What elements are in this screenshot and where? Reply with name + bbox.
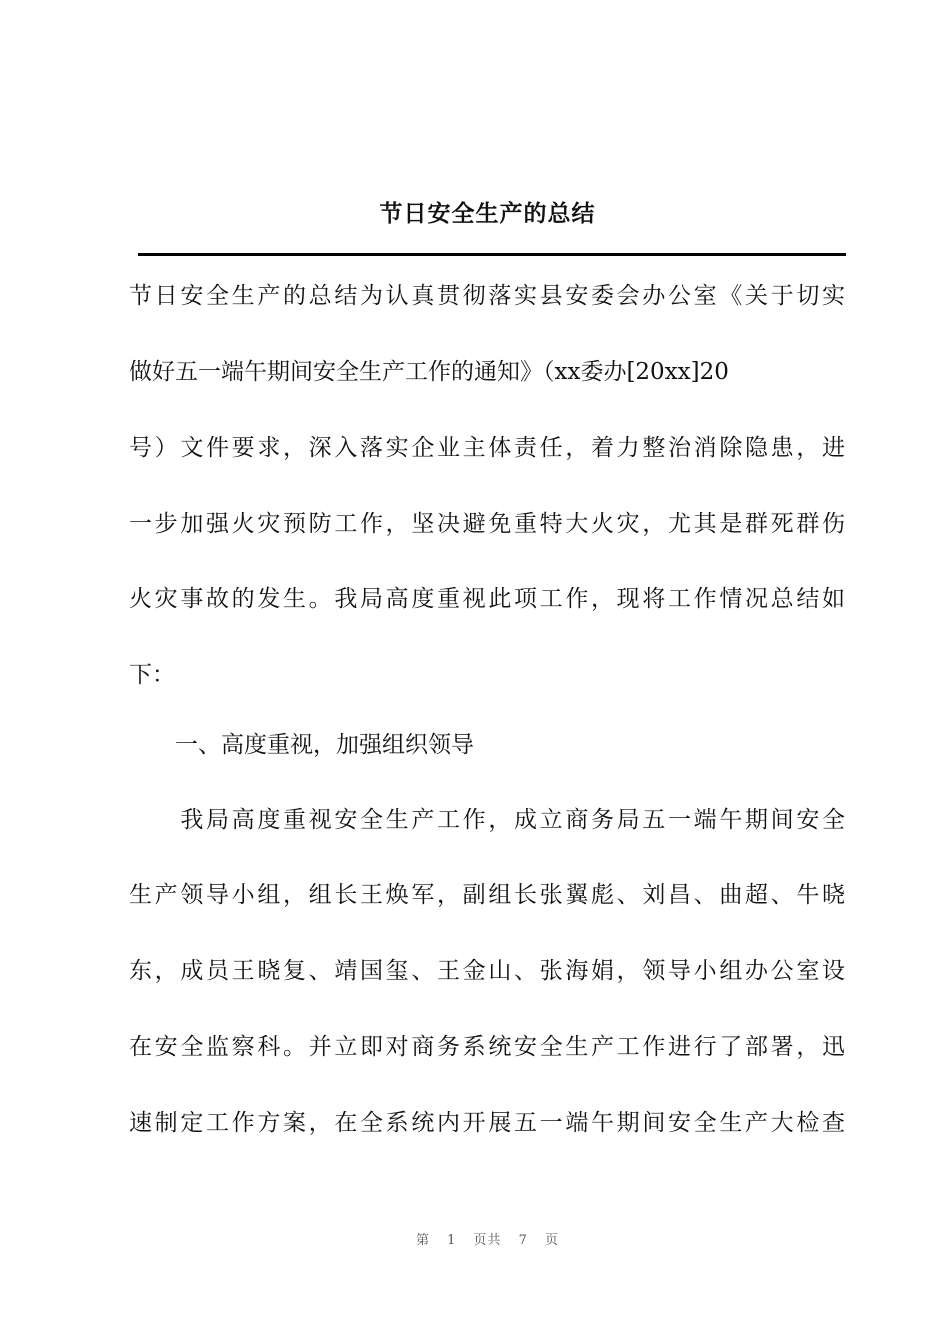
body-line: 火灾事故的发生。我局高度重视此项工作，现将工作情况总结如	[129, 586, 845, 612]
body-line: 速制定工作方案，在全系统内开展五一端午期间安全生产大检查	[129, 1110, 845, 1136]
body-line: 生产领导小组，组长王焕军，副组长张翼彪、刘昌、曲超、牛晓	[129, 882, 845, 908]
body-line: 我局高度重视安全生产工作，成立商务局五一端午期间安全	[129, 807, 845, 833]
section-heading: 一、高度重视，加强组织领导	[129, 732, 474, 758]
body-line: 在安全监察科。并立即对商务系统安全生产工作进行了部署，迅	[129, 1034, 845, 1060]
body-line: 节日安全生产的总结为认真贯彻落实县安委会办公室《关于切实	[129, 283, 845, 309]
body-line: 号）文件要求，深入落实企业主体责任，着力整治消除隐患，进	[129, 435, 845, 461]
title-divider	[138, 253, 846, 256]
body-line: 一步加强火灾预防工作，坚决避免重特大火灾，尤其是群死群伤	[129, 511, 845, 537]
body-line: 下：	[129, 662, 175, 688]
body-line: 做好五一端午期间安全生产工作的通知》（xx委办[20xx]20	[129, 359, 729, 385]
document-title: 节日安全生产的总结	[379, 200, 596, 227]
page-number-footer: 第 1 页共 7 页	[415, 1233, 560, 1248]
body-line: 东，成员王晓复、靖国玺、王金山、张海娟，领导小组办公室设	[129, 958, 845, 984]
